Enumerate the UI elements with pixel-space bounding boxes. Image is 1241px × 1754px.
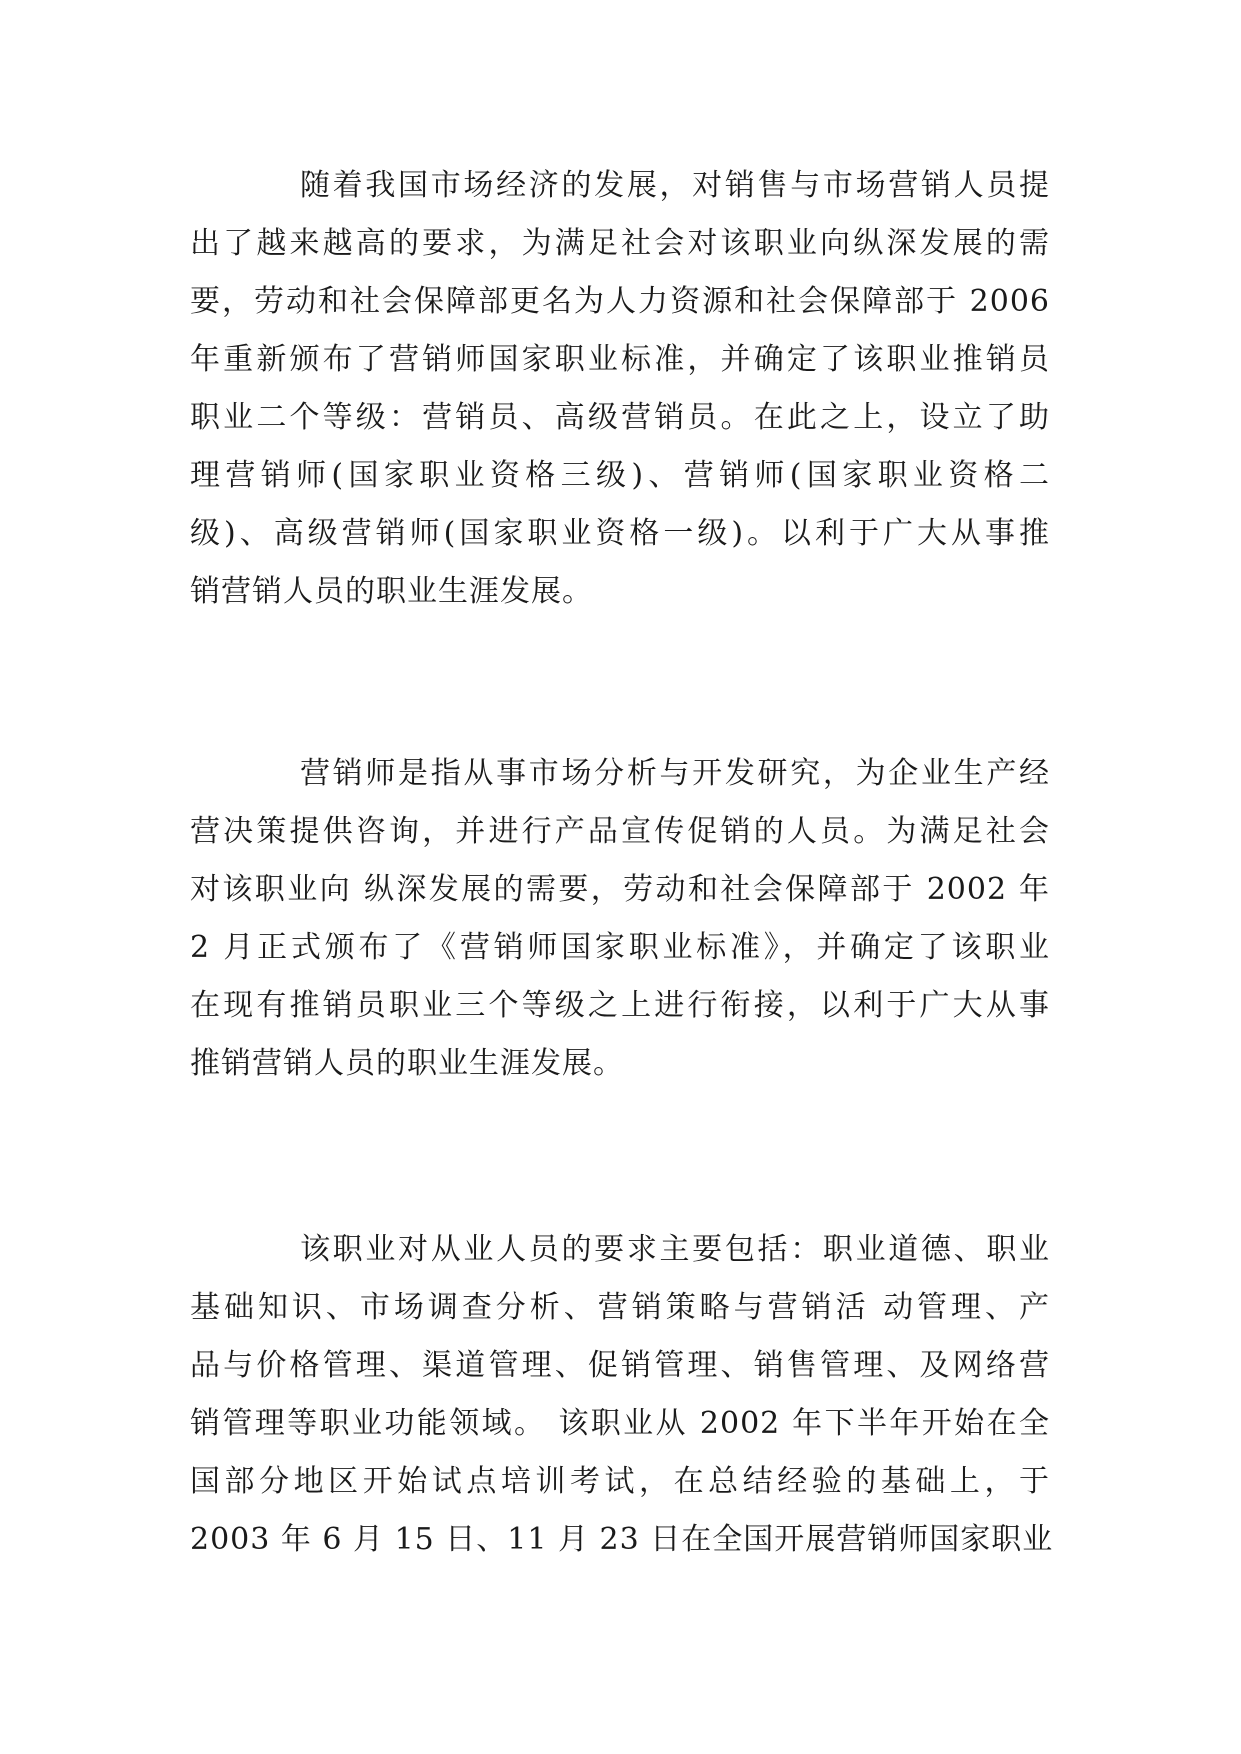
text-line: 2 月正式颁布了《营销师国家职业标准》，并确定了该职业: [190, 930, 1050, 965]
text-line: 理营销师(国家职业资格三级)、营销师(国家职业资格二: [190, 458, 1050, 493]
text-line: 推销营销人员的职业生涯发展。: [190, 1046, 624, 1081]
text-line: 对该职业向 纵深发展的需要，劳动和社会保障部于 2002 年: [190, 872, 1050, 907]
text-line: 在现有推销员职业三个等级之上进行衔接，以利于广大从事: [190, 988, 1050, 1023]
text-line: 营销师是指从事市场分析与开发研究，为企业生产经: [300, 756, 1050, 791]
text-line: 2003 年 6 月 15 日、11 月 23 日在全国开展营销师国家职业: [190, 1522, 1054, 1557]
text-line: 级)、高级营销师(国家职业资格一级)。以利于广大从事推: [190, 516, 1050, 551]
text-line: 年重新颁布了营销师国家职业标准，并确定了该职业推销员: [190, 342, 1050, 377]
text-line: 品与价格管理、渠道管理、促销管理、销售管理、及网络营: [190, 1348, 1050, 1383]
text-line: 随着我国市场经济的发展，对销售与市场营销人员提: [300, 168, 1050, 203]
text-line: 该职业对从业人员的要求主要包括：职业道德、职业: [300, 1232, 1050, 1267]
text-line: 营决策提供咨询，并进行产品宣传促销的人员。为满足社会: [190, 814, 1050, 849]
text-line: 销管理等职业功能领域。 该职业从 2002 年下半年开始在全: [190, 1406, 1050, 1441]
text-line: 国部分地区开始试点培训考试，在总结经验的基础上，于: [190, 1464, 1050, 1499]
text-line: 要，劳动和社会保障部更名为人力资源和社会保障部于 2006: [190, 284, 1050, 319]
paragraph-career-standards: [190, 157, 1050, 621]
text-line: 销营销人员的职业生涯发展。: [190, 574, 593, 609]
paragraph-requirements: [190, 1221, 1054, 1569]
text-line: 基础知识、市场调查分析、营销策略与营销活 动管理、产: [190, 1290, 1050, 1325]
text-line: 职业二个等级：营销员、高级营销员。在此之上，设立了助: [190, 400, 1050, 435]
text-line: 出了越来越高的要求，为满足社会对该职业向纵深发展的需: [190, 226, 1050, 261]
paragraph-marketer-definition: [190, 745, 1050, 1093]
